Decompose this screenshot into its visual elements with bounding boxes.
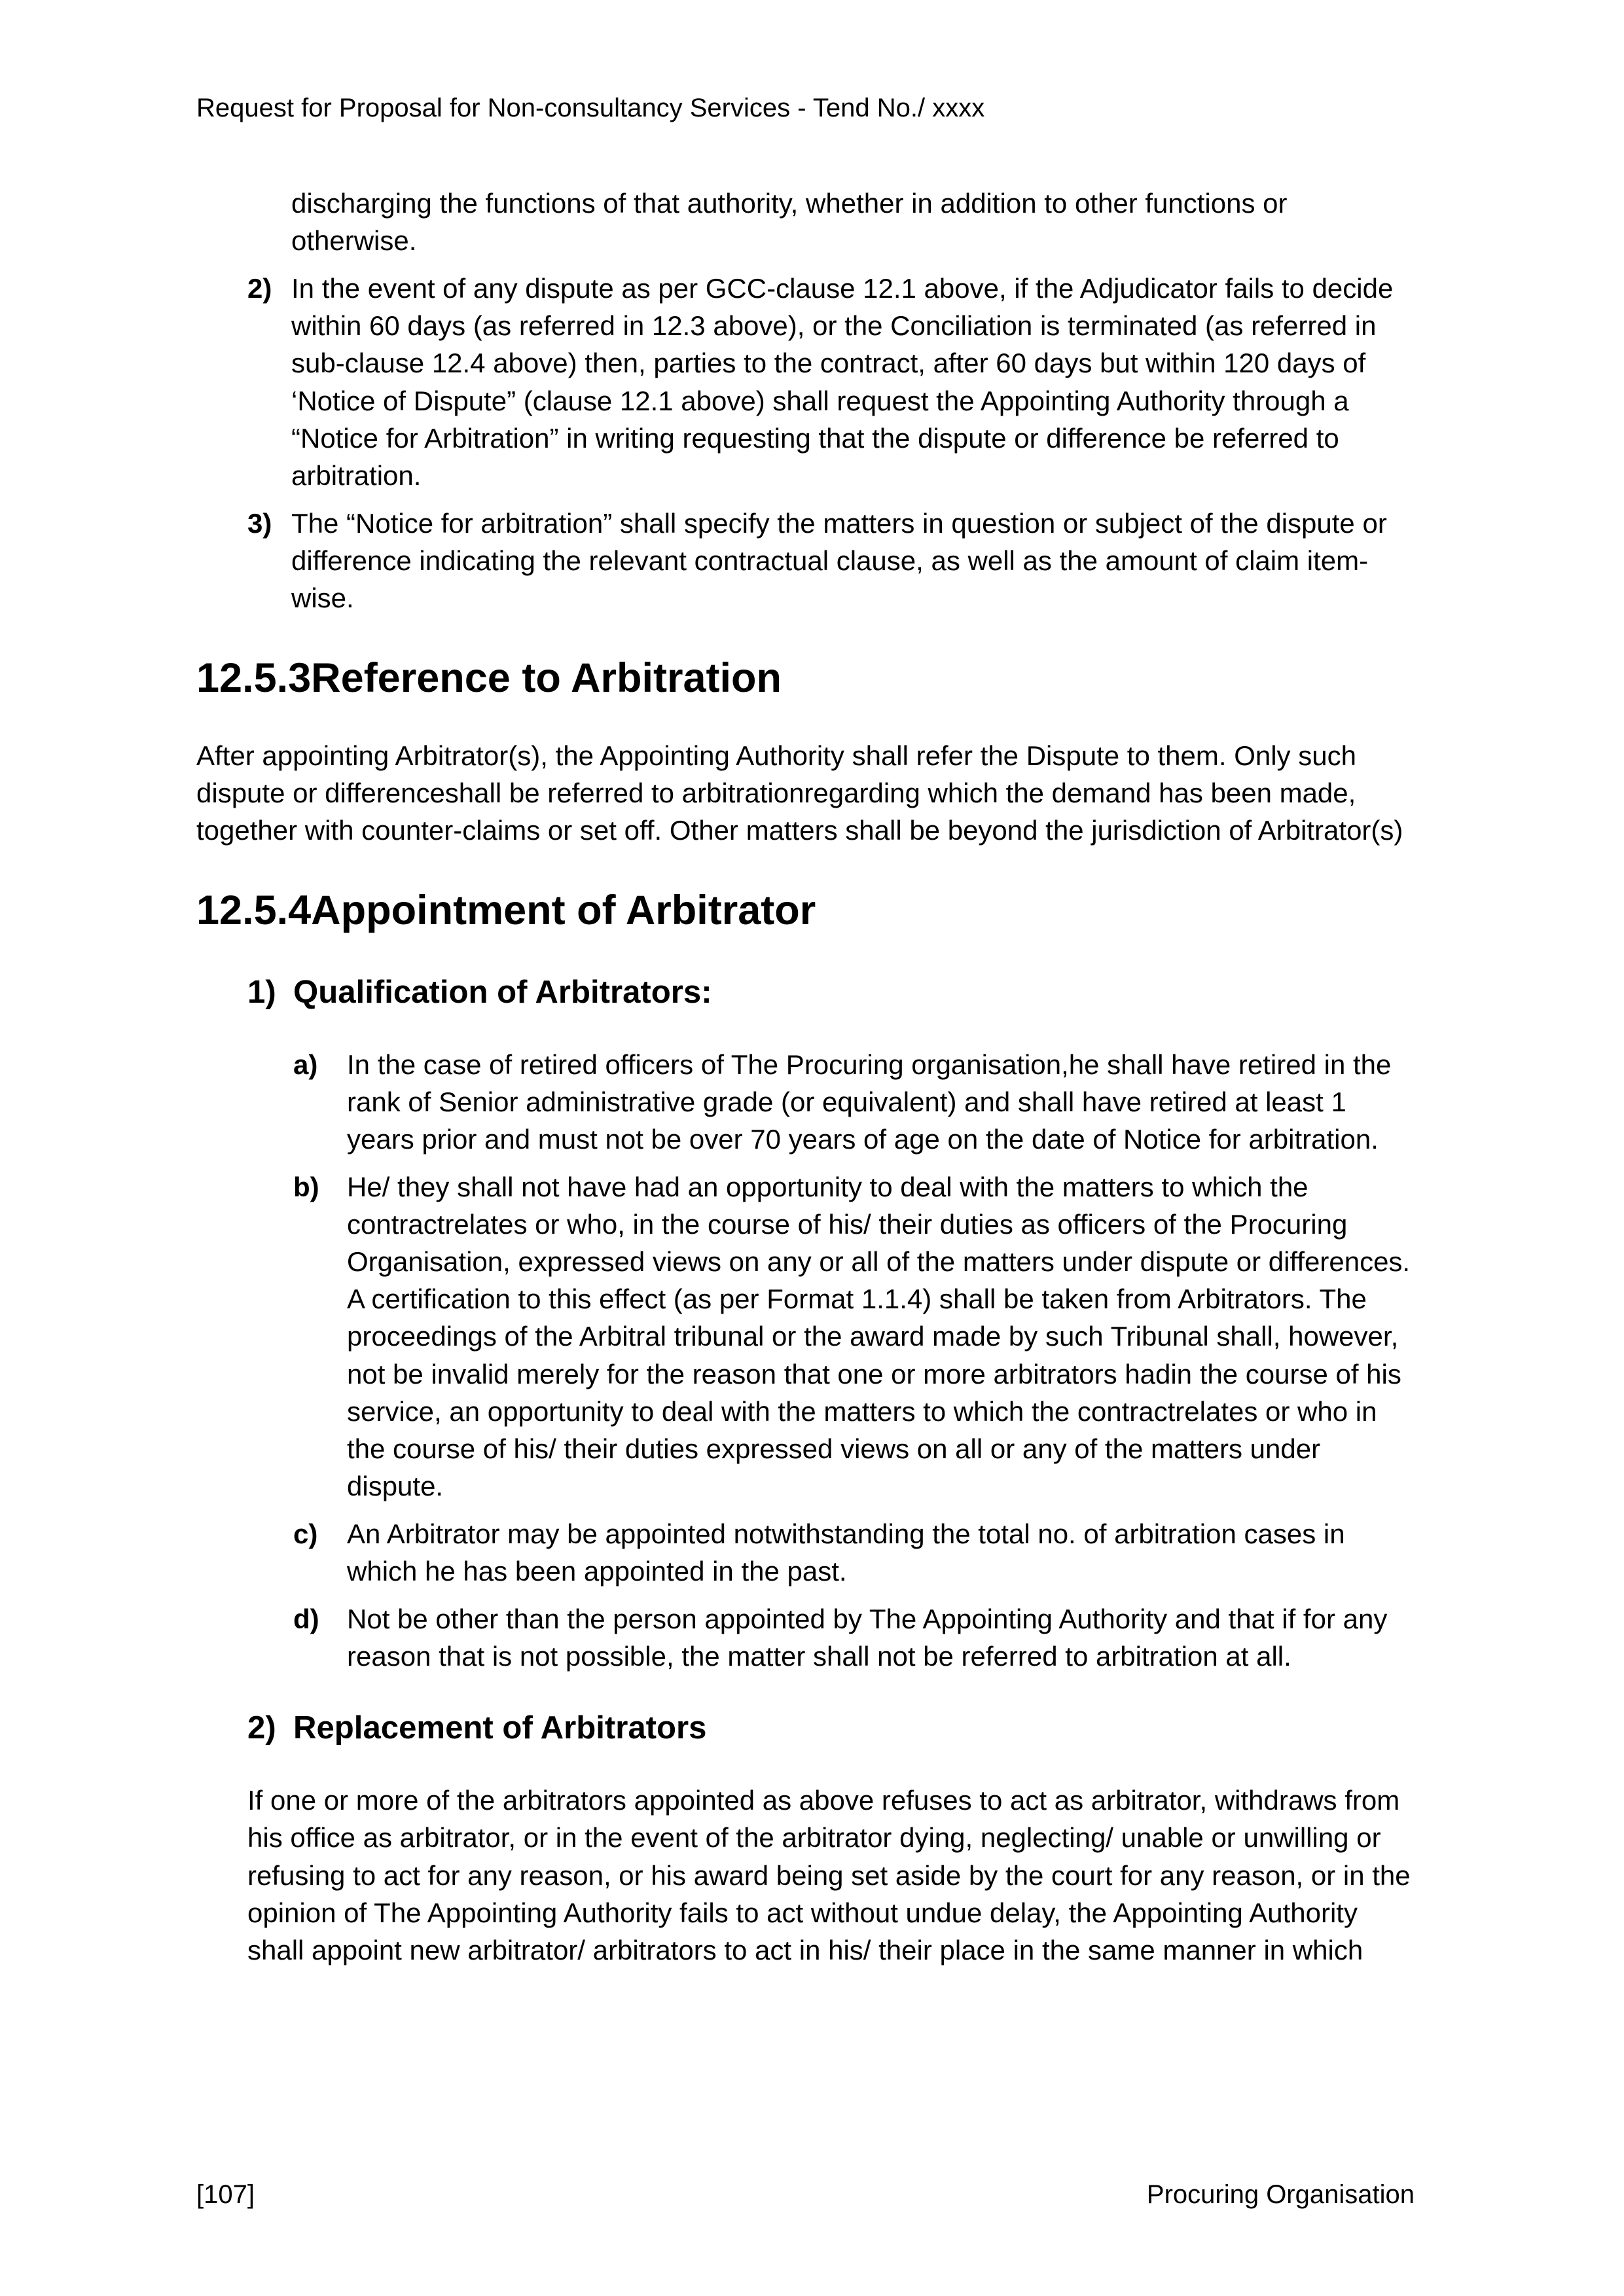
- list-item-text: The “Notice for arbitration” shall specify the matters in question or subject of the dispute or difference indicating the relevant contractual clause, as well as the amount of claim item-wise.: [291, 507, 1387, 614]
- alpha-item-letter: b): [293, 1172, 319, 1203]
- section-heading-appointment: [196, 883, 1415, 939]
- subheading-title: Replacement of Arbitrators: [293, 1710, 707, 1746]
- alpha-item-text: In the case of retired officers of The Procuring organisation,he shall have retired in the rank of Senior administrative grade (or equivalent) and shall have retired at least 1 years prior and must not be over 70 years of age on the date of Notice for arbitration.: [347, 1049, 1392, 1155]
- alpha-item-text: He/ they shall not have had an opportunity to deal with the matters to which the contractrelates or who, in the course of his/ their duties as officers of the Procuring Organisation, expressed views on any or all of the matters under dispute or differences. A certification to this effect (as per Format 1.1.4) shall be taken from Arbitrators. The proceedings of the Arbitral tribunal or the award made by such Tribunal shall, however, not be invalid merely for the reason that one or more arbitrators hadin the course of his service, an opportunity to deal with the matters to which the contractrelates or who in the course of his/ their duties expressed views on all or any of the matters under dispute.: [347, 1172, 1411, 1501]
- subheading-number: 2): [247, 1710, 276, 1746]
- replacement-paragraph: If one or more of the arbitrators appointed as above refuses to act as arbitrator, withdraws from his office as arbitrator, or in the event of the arbitrator dying, neglecting/ unable or unwilling or refusing to act for any reason, or his award being set aside by the court for any reason, or in the opinion of The Appointing Authority fails to act without undue delay, the Appointing Authority shall appoint new arbitrator/ arbitrators to act in his/ their place in the same manner in which: [247, 1785, 1411, 1965]
- alpha-item-text: Not be other than the person appointed by The Appointing Authority and that if for any reason that is not possible, the matter shall not be referred to arbitration at all.: [347, 1604, 1388, 1672]
- alpha-list-item: [293, 1168, 1415, 1505]
- list-item: [247, 505, 1415, 617]
- reference-paragraph: After appointing Arbitrator(s), the Appointing Authority shall refer the Dispute to them. Only such dispute or differenceshall be referred to arbitrationregarding which the demand has been made, together with counter-claims or set off. Other matters shall be beyond the jurisdiction of Arbitrator(s): [196, 740, 1403, 846]
- footer-organisation: Procuring Organisation: [1146, 2179, 1415, 2209]
- alpha-list-item: [293, 1600, 1415, 1675]
- page-header: [196, 90, 1415, 126]
- alpha-item-text: An Arbitrator may be appointed notwithstanding the total no. of arbitration cases in which he has been appointed in the past.: [347, 1518, 1345, 1587]
- subheading-title: Qualification of Arbitrators:: [293, 974, 712, 1010]
- section-title: Appointment of Arbitrator: [311, 888, 816, 934]
- alpha-item-letter: d): [293, 1604, 319, 1635]
- section-number: 12.5.4: [196, 888, 312, 934]
- section-title: Reference to Arbitration: [311, 655, 782, 702]
- page-footer: [196, 2177, 1415, 2212]
- subheading-replacement: [247, 1706, 1415, 1750]
- subheading-qualification: [247, 971, 1415, 1014]
- list-item-number: 3): [247, 507, 272, 539]
- document-content: [196, 185, 1415, 1979]
- list-item-number: 2): [247, 273, 272, 304]
- alpha-item-letter: c): [293, 1518, 318, 1550]
- continuation-paragraph: discharging the functions of that authority, whether in addition to other functions or otherwise.: [291, 188, 1288, 257]
- section-heading-reference: [196, 651, 1415, 707]
- alpha-list-item: [293, 1515, 1415, 1590]
- subheading-number: 1): [247, 974, 276, 1010]
- header-title: Request for Proposal for Non-consultancy Services - Tend No./ xxxx: [196, 94, 985, 122]
- alpha-list-item: [293, 1046, 1415, 1158]
- list-item: [247, 270, 1415, 494]
- page-number: [107]: [196, 2179, 255, 2209]
- section-number: 12.5.3: [196, 655, 312, 702]
- list-item-text: In the event of any dispute as per GCC-clause 12.1 above, if the Adjudicator fails to decide within 60 days (as referred in 12.3 above), or the Conciliation is terminated (as referred in sub-clause 12.4 above) then, parties to the contract, after 60 days but within 120 days of ‘Notice of Dispute” (clause 12.1 above) shall request the Appointing Authority through a “Notice for Arbitration” in writing requesting that the dispute or difference be referred to arbitration.: [291, 273, 1394, 491]
- alpha-item-letter: a): [293, 1049, 318, 1080]
